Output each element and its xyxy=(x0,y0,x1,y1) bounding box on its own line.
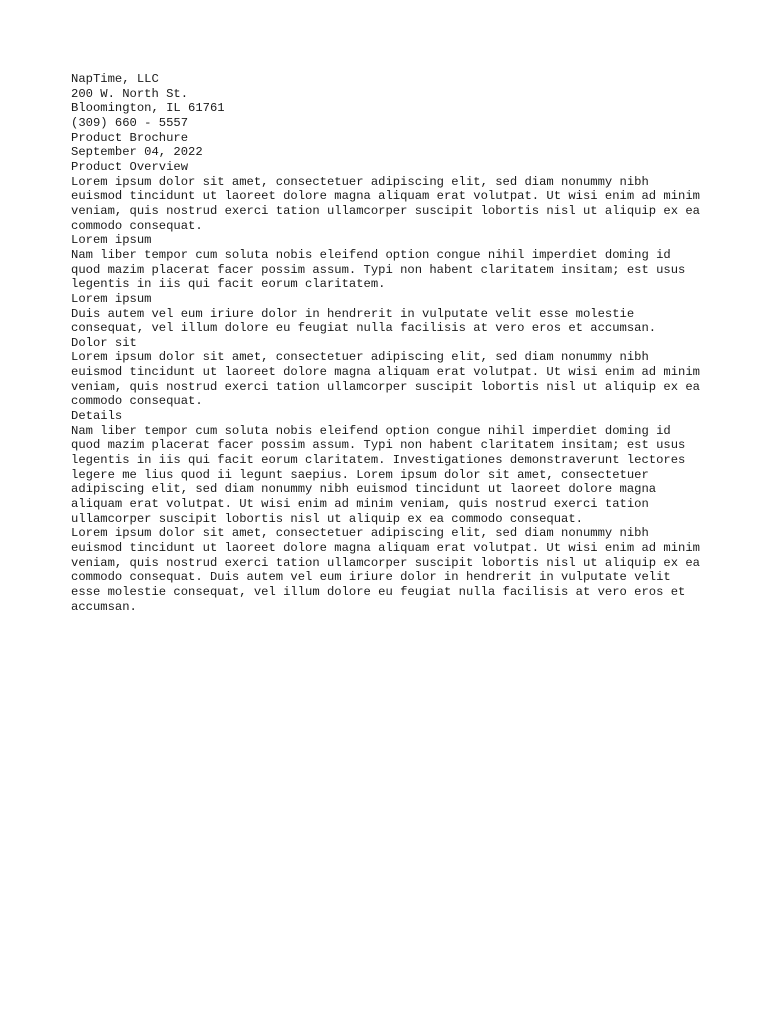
document-title: Product Brochure xyxy=(71,130,189,145)
section-heading-dolor-sit: Dolor sit xyxy=(71,335,137,350)
section-heading-product-overview: Product Overview xyxy=(71,159,189,174)
section-body-dolor-sit: Lorem ipsum dolor sit amet, consectetuer adipiscing elit, sed diam nonummy nibh euismod tincidunt ut laoreet dolore magna aliquam erat volutpat. Ut wisi enim ad minim veniam, quis nostrud exerci tation ullamcorper suscipit lobortis nisl ut aliquip ex ea commodo consequat. xyxy=(71,350,700,409)
company-name: NapTime, LLC xyxy=(71,72,159,86)
city-state-zip: Bloomington, IL 61761 xyxy=(71,101,225,116)
section-body-lorem-ipsum-1: Nam liber tempor cum soluta nobis eleifend option congue nihil imperdiet doming id quod mazim placerat facer possim assum. Typi non habent claritatem insitam; est usus legentis in iis qui facit eorum claritatem. xyxy=(71,247,686,292)
section-heading-details: Details xyxy=(71,409,123,424)
section-body-details-2: Lorem ipsum dolor sit amet, consectetuer adipiscing elit, sed diam nonummy nibh euismod tincidunt ut laoreet dolore magna aliquam erat volutpat. Ut wisi enim ad minim veniam, quis nostrud exerci tation ullamcorper suscipit lobortis nisl ut aliquip ex ea commodo consequat. Duis autem vel eum iriure dolor in hendrerit in vulputate velit esse molestie consequat, vel illum dolore eu feugiat nulla facilisis at vero eros et accumsan. xyxy=(71,526,700,614)
section-heading-lorem-ipsum-1: Lorem ipsum xyxy=(71,233,152,248)
phone-number: (309) 660 - 5557 xyxy=(71,115,189,130)
street-address: 200 W. North St. xyxy=(71,86,189,101)
section-body-product-overview: Lorem ipsum dolor sit amet, consectetuer adipiscing elit, sed diam nonummy nibh euismod tincidunt ut laoreet dolore magna aliquam erat volutpat. Ut wisi enim ad minim veniam, quis nostrud exerci tation ullamcorper suscipit lobortis nisl ut aliquip ex ea commodo consequat. xyxy=(71,174,700,233)
document-page xyxy=(71,72,701,614)
section-body-lorem-ipsum-2: Duis autem vel eum iriure dolor in hendrerit in vulputate velit esse molestie consequat, vel illum dolore eu feugiat nulla facilisis at vero eros et accumsan. xyxy=(71,306,657,336)
document-date: September 04, 2022 xyxy=(71,145,203,160)
section-body-details-1: Nam liber tempor cum soluta nobis eleifend option congue nihil imperdiet doming id quod mazim placerat facer possim assum. Typi non habent claritatem insitam; est usus legentis in iis qui facit eorum claritatem. Investigationes demonstraverunt lectores legere me lius quod ii legunt saepius. Lorem ipsum dolor sit amet, consectetuer adipiscing elit, sed diam nonummy nibh euismod tincidunt ut laoreet dolore magna aliquam erat volutpat. Ut wisi enim ad minim veniam, quis nostrud exerci tation ullamcorper suscipit lobortis nisl ut aliquip ex ea commodo consequat. xyxy=(71,423,686,526)
section-heading-lorem-ipsum-2: Lorem ipsum xyxy=(71,291,152,306)
